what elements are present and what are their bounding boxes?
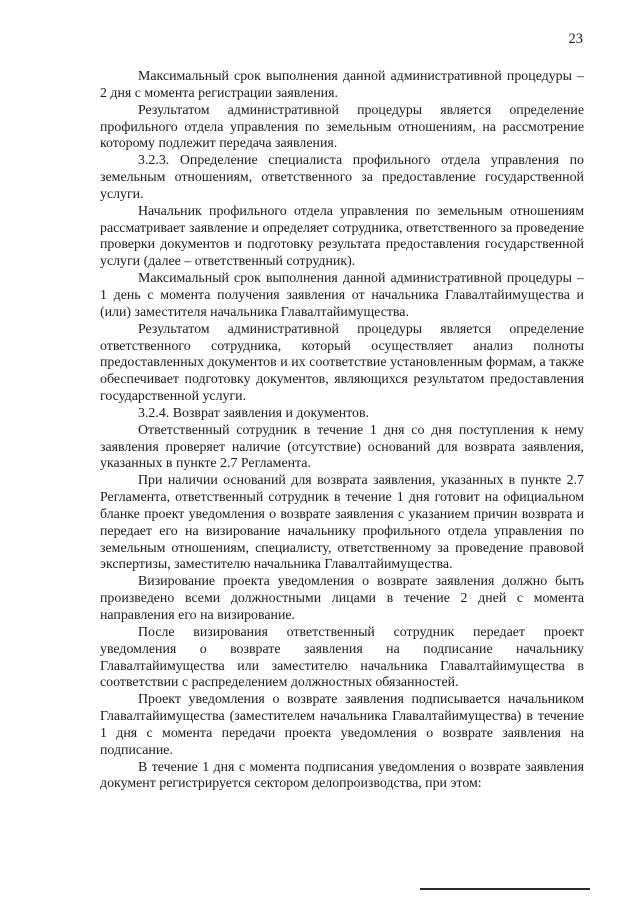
paragraph: Максимальный срок выполнения данной административной процедуры – 1 день с момента получения заявления от начальника Главалтайимущества и (или) заместителя начальника Главалтайимущества. — [100, 271, 584, 320]
paragraph: После визирования ответственный сотрудник передает проект уведомления о возврате заявления на подписание начальнику Главалтайимущества или заместителю начальника Главалтайимущества в соответствии с распределением должностных обязанностей. — [100, 624, 584, 691]
paragraph: Результатом административной процедуры является определение ответственного сотрудника, который осуществляет анализ полноты предоставленных документов и их соответствие установленным формам, а также обеспечивает подготовку документов, являющихся результатом предоставления государственной услуги. — [100, 321, 584, 405]
paragraph: Проект уведомления о возврате заявления подписывается начальником Главалтайимущества (заместителем начальника Главалтайимущества) в течение 1 дня с момента передачи проекта уведомления о возврате заявления на подписание. — [100, 692, 584, 758]
paragraph: Начальник профильного отдела управления по земельным отношениям рассматривает заявление и определяет сотрудника, ответственного за проведение проверки документов и подготовку результата предоставления государственной услуги (далее – ответственный сотрудник). — [100, 203, 584, 270]
body-text — [100, 69, 584, 793]
section-heading: 3.2.4. Возврат заявления и документов. — [138, 405, 370, 421]
paragraph: Максимальный срок выполнения данной административной процедуры – 2 дня с момента регистрации заявления. — [100, 69, 584, 101]
paragraph: Ответственный сотрудник в течение 1 дня со дня поступления к нему заявления проверяет наличие (отсутствие) оснований для возврата заявления, указанных в пункте 2.7 Регламента. — [100, 422, 584, 472]
paragraph: Результатом административной процедуры является определение профильного отдела управления по земельным отношениям, на рассмотрение которому подлежит передача заявления. — [100, 102, 584, 152]
paragraph: Визирование проекта уведомления о возврате заявления должно быть произведено всеми должностными лицами в течение 2 дней с момента направления его на визирование. — [100, 574, 584, 623]
section-heading: 3.2.3. Определение специалиста профильного отдела управления по земельным отношениям, ответственного за предоставление государственной услуги. — [100, 153, 584, 202]
footer-rule — [420, 888, 590, 890]
paragraph: В течение 1 дня с момента подписания уведомления о возврате заявления документ регистрируется сектором делопроизводства, при этом: — [100, 759, 584, 792]
page-number: 23 — [568, 31, 583, 47]
paragraph: При наличии оснований для возврата заявления, указанных в пункте 2.7 Регламента, ответственный сотрудник в течение 1 дня готовит на официальном бланке проект уведомления о возврате заявления с указанием причин возврата и передает его на визирование начальнику профильного отдела управления по земельным отношениям, специалисту, ответственному за проведение правовой экспертизы, заместителю начальника Главалтайимущества. — [100, 473, 584, 573]
